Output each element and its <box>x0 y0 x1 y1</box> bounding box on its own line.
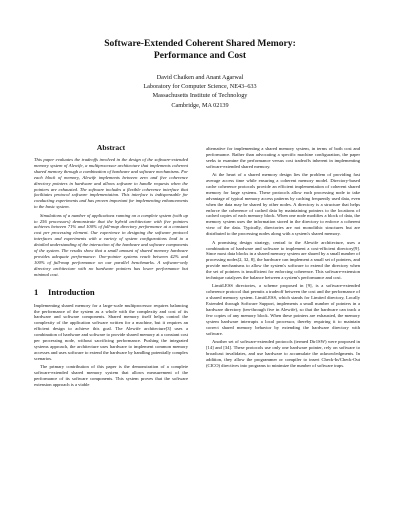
title-line-2: Performance and Cost <box>153 50 247 61</box>
section-number: 1 <box>34 286 39 297</box>
body-paragraph-1: alternative for implementing a shared memory system, in terms of both cost and performance. Rather than advocating a specific machine configuration, the paper seeks to examine the performance versus cost tradeoffs inherent in implementing software-extended shared memory. <box>206 146 360 169</box>
abstract-paragraph-1: This paper evaluates the tradeoffs involved in the design of the software-extended memory system of Alewife, a multiprocessor architecture that implements coherent shared memory through a combination of hardware and software mechanisms. For each block of memory, Alewife implements between zero and five coherence directory pointers in hardware and allows software to handle requests when the pointers are exhausted. The software includes a flexible coherence interface that facilitates protocol software implementation. This interface is indispensable for conducting experiments and has proven important for implementing enhancements to the basic system. <box>34 157 188 210</box>
title-line-1: Software-Extended Coherent Shared Memory: <box>104 38 296 49</box>
abstract-heading: Abstract <box>96 143 126 152</box>
abstract-section <box>34 143 188 278</box>
intro-paragraph-2: The primary contribution of this paper is the demonstration of a complete software-extended shared memory system that allows measurement of the performance of its software components. This system proves that the software extension approach is a viable <box>34 364 188 387</box>
introduction-heading <box>34 287 188 298</box>
paper-title <box>40 38 360 62</box>
body-paragraph-4: LimitLESS directories, a scheme proposed in [9], is a software-extended coherence protocol that permits a tradeoff between the cost and the performance of a shared memory system. LimitLESS, which stands for Limited directory, Locally Extended through Software Support, implements a small number of pointers in a hardware directory (ten-through five in Alewife), so that the hardware can track a few copies of any memory block. When these pointers are exhausted, the memory system hardware interrupts a local processor, thereby requiring it to maintain correct shared memory behavior by extending the hardware directory with software. <box>206 283 360 336</box>
institution: Massachusetts Institute of Technology <box>152 92 248 100</box>
authors: David Chaiken and Anant Agarwal <box>156 74 244 81</box>
affiliation: Laboratory for Computer Science, NE43–633 <box>143 83 257 91</box>
body-paragraph-2: At the heart of a shared memory design lies the problem of providing fast average access time while ensuring a coherent memory model. Directory-based cache coherence protocols provide an efficient implementation of coherent shared memory for large systems. These protocols allow each processing node to take advantage of typical memory access patterns by caching frequently used data, even when the data may be shared by other nodes. A directory is a structure that helps enforce the coherence of cached data by maintaining pointers to the locations of cached copies of each memory block. When one node modifies a block of data, the memory system uses the information stored in the directory to enforce a coherent view of the data. Typically, directories are not monolithic structures but are distributed to the processing nodes along with a system's shared memory. <box>206 172 360 237</box>
author-block <box>60 73 340 110</box>
body-paragraph-5: Another set of software-extended protocols (termed Dir1SW) were proposed in [14] and [34]. These protocols use only one hardware pointer, rely on software to broadcast invalidates, and use hardware to accumulate the acknowledgments. In addition, they allow the programmer or compiler to insert Check-In/Check-Out (CICO) directives into programs to minimize the number of software traps. <box>206 339 360 368</box>
left-column <box>34 143 188 390</box>
abstract-paragraph-2: Simulations of a number of applications running on a complete system (with up to 256 processors) demonstrate that the hybrid architecture with five pointers achieves between 71% and 100% of full-map directory performance at a constant cost per processing element. Our experience in designing the software protocol interfaces and experiments with a variety of system configurations lead to a detailed understanding of the interaction of the hardware and software components of the system. The results show that a small amount of shared memory hardware provides adequate performance: One-pointer systems reach between 42% and 100% of full-map performance on our parallel benchmarks. A software-only directory architecture with no hardware pointers has lower performance but minimal cost. <box>34 212 188 277</box>
location: Cambridge, MA 02139 <box>171 101 229 109</box>
body-paragraph-3: A promising design strategy, central to the Alewife architecture, uses a combination of hardware and software to implement a cost-efficient directory[9]. Since most data blocks in a shared memory system are shared by a small number of processing nodes[2, 32, 8], the hardware can implement a small set of pointers, and provide mechanisms to allow the system's software to extend the directory when the set of pointers is insufficient for enforcing coherence. This software-extension technique catalyzes the balance between a system's performance and cost. <box>206 239 360 281</box>
intro-paragraph-1: Implementing shared memory for a large-scale multiprocessor requires balancing the performance of the system as a whole with the complexity and cost of its hardware and software components. Shared memory itself helps control the complexity of the application software written for a machine, but it requires an efficient design to achieve this goal. The Alewife architecture[3] uses a combination of hardware and software to provide shared memory at a constant cost per processing node, without sacrificing performance. Pushing the integrated systems approach, the architecture uses hardware to implement common memory accesses and uses software to extend the hardware by handling potentially complex scenarios. <box>34 302 188 361</box>
section-title: Introduction <box>48 286 95 297</box>
right-column <box>206 146 360 371</box>
